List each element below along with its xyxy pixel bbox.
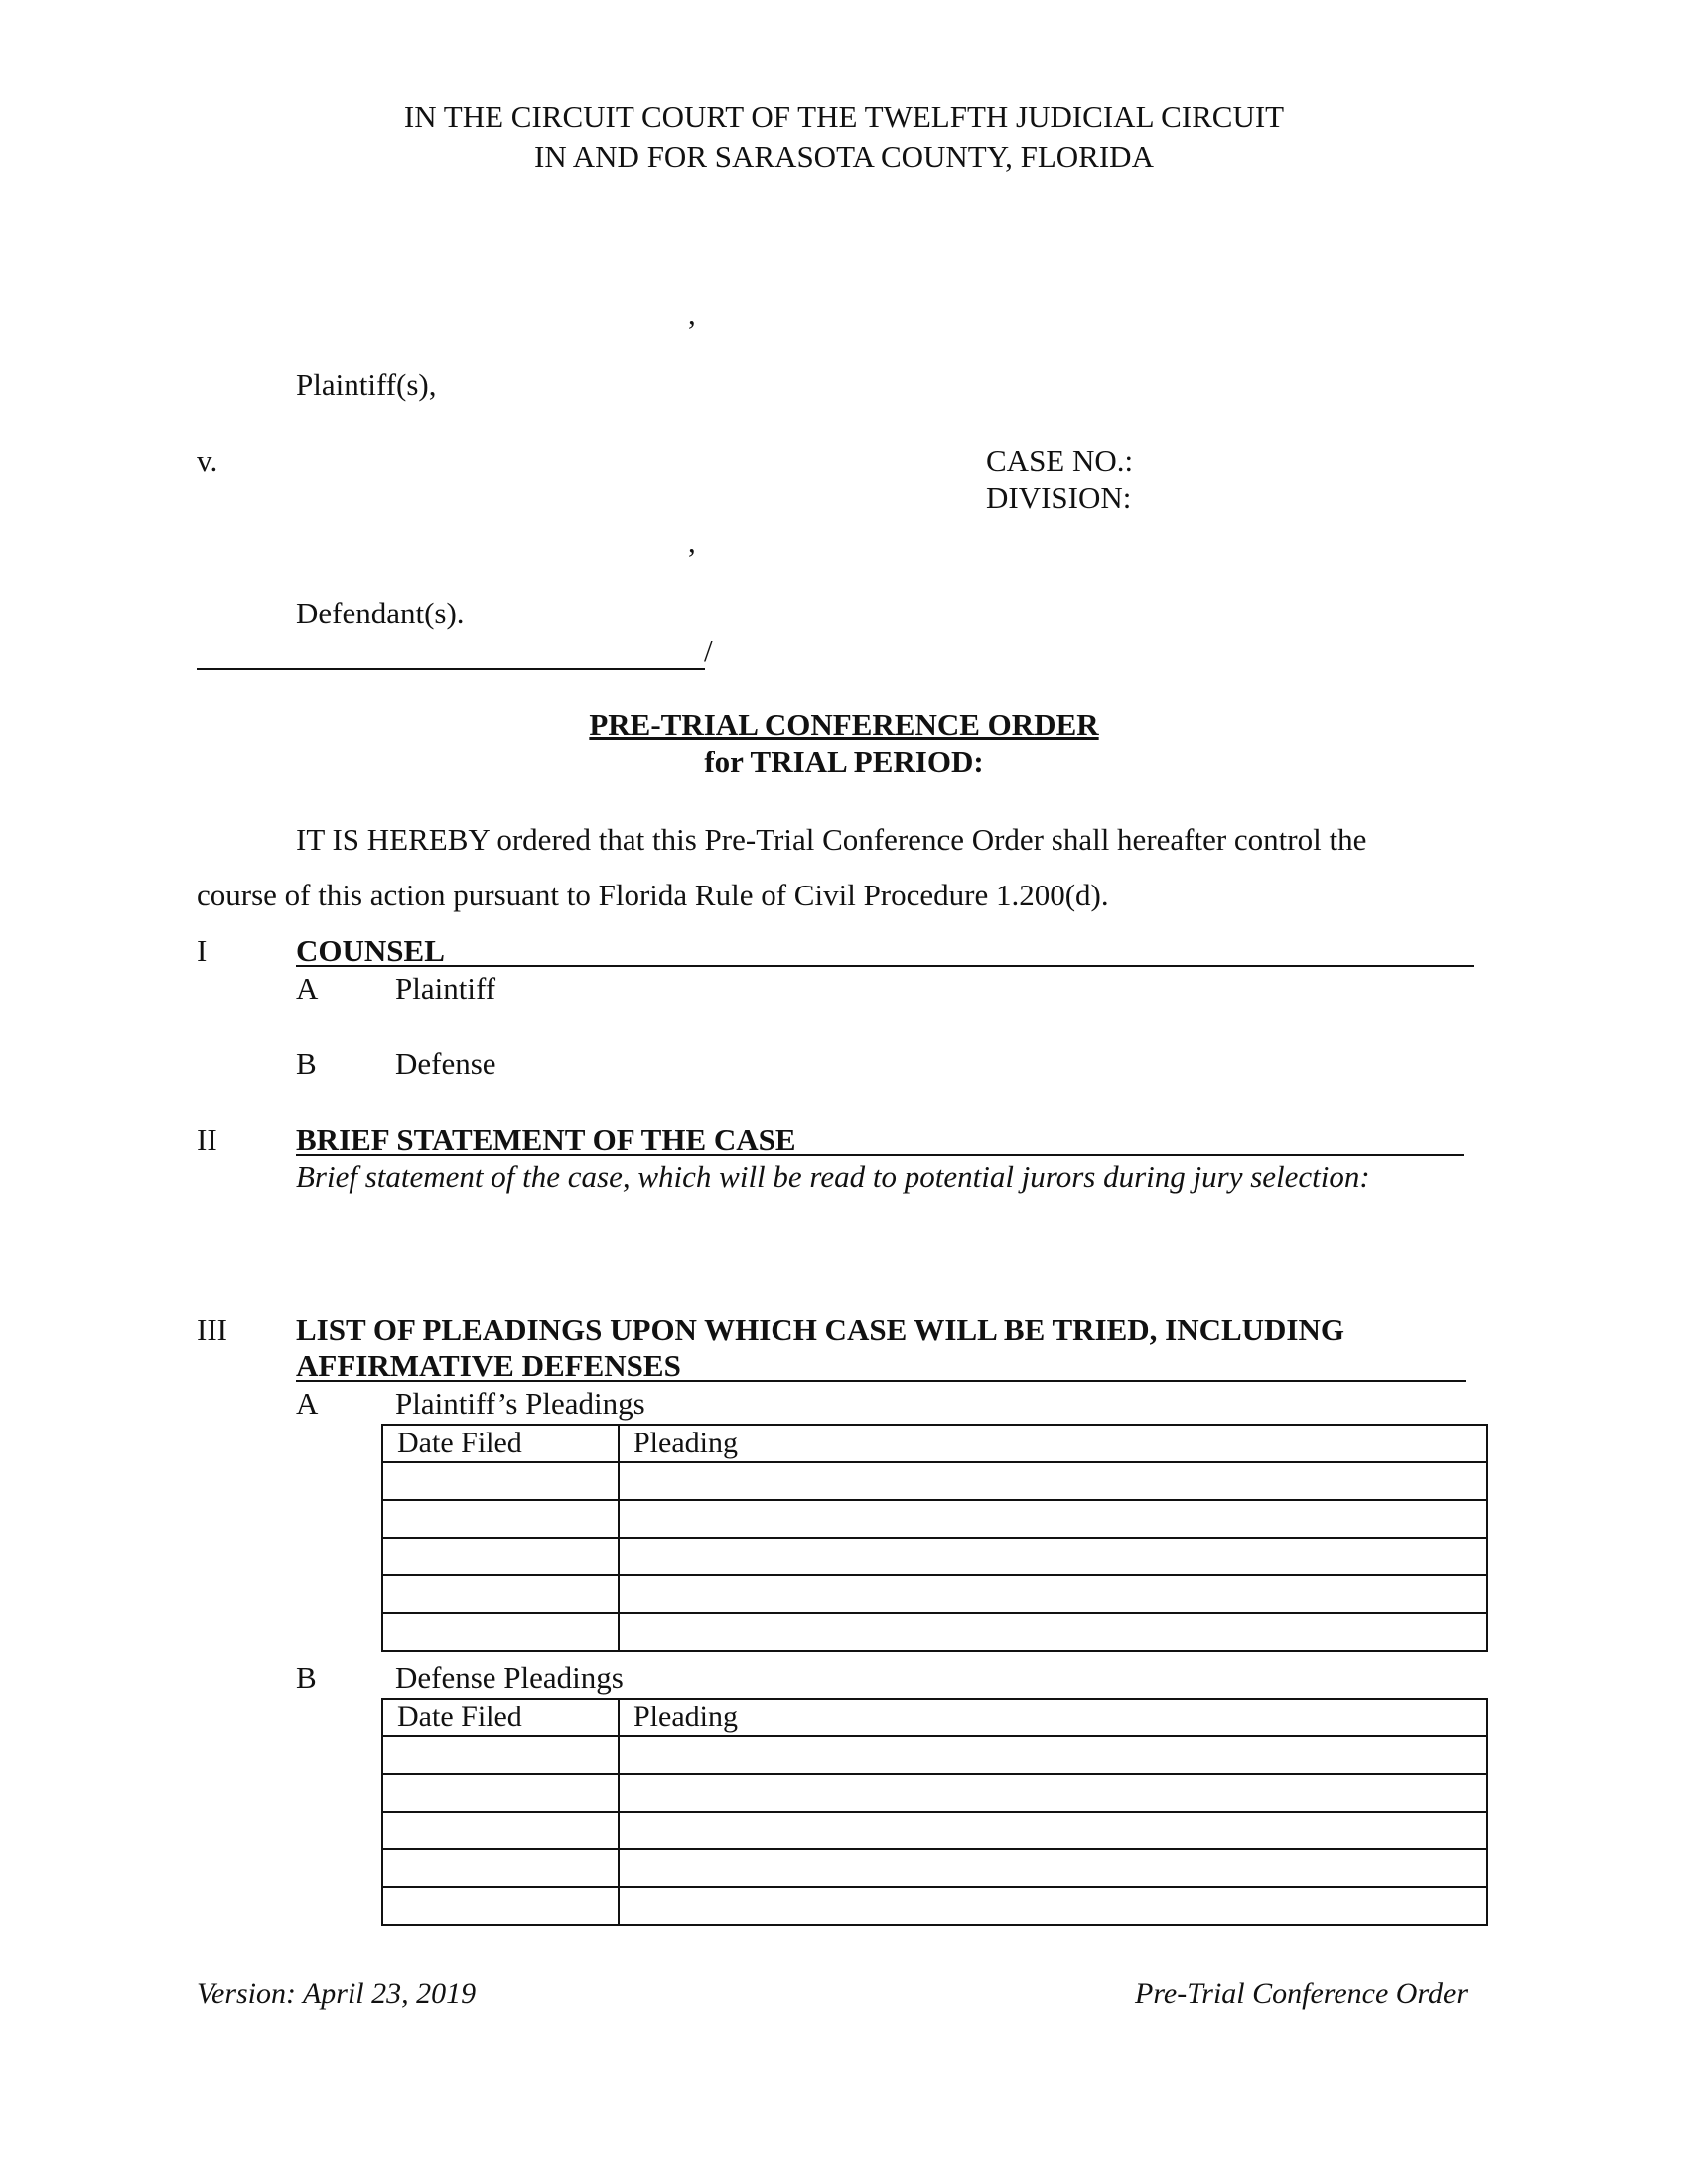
date-filed-cell[interactable] bbox=[382, 1613, 619, 1651]
caption-slash: / bbox=[704, 633, 713, 668]
pleading-cell[interactable] bbox=[619, 1736, 1487, 1774]
section-i-numeral: I bbox=[197, 933, 208, 968]
section-i-rule bbox=[296, 965, 1474, 967]
date-filed-cell[interactable] bbox=[382, 1575, 619, 1613]
pleading-cell[interactable] bbox=[619, 1849, 1487, 1887]
header-pleading: Pleading bbox=[619, 1699, 1487, 1736]
header-pleading: Pleading bbox=[619, 1425, 1487, 1462]
table-row bbox=[382, 1500, 1487, 1538]
footer-document-name: Pre-Trial Conference Order bbox=[1135, 1978, 1468, 2010]
section-iii-rule bbox=[296, 1380, 1466, 1382]
plaintiff-comma: , bbox=[688, 296, 696, 331]
caption-signature-line bbox=[197, 668, 705, 670]
pleading-cell[interactable] bbox=[619, 1538, 1487, 1575]
table-row bbox=[382, 1538, 1487, 1575]
plaintiff-pleadings-table bbox=[381, 1424, 1488, 1652]
pleading-cell[interactable] bbox=[619, 1774, 1487, 1812]
order-title: PRE-TRIAL CONFERENCE ORDER bbox=[589, 707, 1099, 742]
date-filed-cell[interactable] bbox=[382, 1849, 619, 1887]
pleading-cell[interactable] bbox=[619, 1575, 1487, 1613]
pleading-cell[interactable] bbox=[619, 1462, 1487, 1500]
section-iii-heading-line2: AFFIRMATIVE DEFENSES bbox=[296, 1348, 681, 1383]
intro-line2: course of this action pursuant to Florida Rule of Civil Procedure 1.200(d). bbox=[197, 878, 1109, 912]
defendant-comma: , bbox=[688, 524, 696, 559]
defendant-label: Defendant(s). bbox=[296, 596, 465, 630]
section-ii-rule bbox=[296, 1154, 1464, 1156]
date-filed-cell[interactable] bbox=[382, 1887, 619, 1925]
court-name-line1: IN THE CIRCUIT COURT OF THE TWELFTH JUDICIAL CIRCUIT bbox=[403, 99, 1285, 134]
date-filed-cell[interactable] bbox=[382, 1500, 619, 1538]
counsel-a-letter: A bbox=[296, 971, 319, 1006]
plaintiff-label: Plaintiff(s), bbox=[296, 367, 437, 402]
counsel-b-letter: B bbox=[296, 1046, 317, 1081]
counsel-plaintiff-label: Plaintiff bbox=[395, 971, 496, 1006]
table-row bbox=[382, 1812, 1487, 1849]
section-ii-heading: BRIEF STATEMENT OF THE CASE bbox=[296, 1122, 796, 1157]
pleading-cell[interactable] bbox=[619, 1613, 1487, 1651]
table-row bbox=[382, 1462, 1487, 1500]
table-row bbox=[382, 1613, 1487, 1651]
date-filed-cell[interactable] bbox=[382, 1774, 619, 1812]
table-row bbox=[382, 1575, 1487, 1613]
table-row bbox=[382, 1736, 1487, 1774]
header-date-filed: Date Filed bbox=[382, 1699, 619, 1736]
section-ii-numeral: II bbox=[197, 1122, 217, 1157]
table-header-row bbox=[382, 1425, 1487, 1462]
pleading-cell[interactable] bbox=[619, 1500, 1487, 1538]
pleadings-b-letter: B bbox=[296, 1660, 317, 1695]
table-row bbox=[382, 1887, 1487, 1925]
order-subtitle: for TRIAL PERIOD: bbox=[704, 745, 984, 779]
pleading-cell[interactable] bbox=[619, 1887, 1487, 1925]
counsel-defense-label: Defense bbox=[395, 1046, 496, 1081]
footer-version: Version: April 23, 2019 bbox=[197, 1978, 477, 2010]
pleadings-a-letter: A bbox=[296, 1386, 319, 1421]
intro-line1: IT IS HEREBY ordered that this Pre-Trial Conference Order shall hereafter control the bbox=[296, 822, 1367, 857]
table-row bbox=[382, 1849, 1487, 1887]
section-iii-heading-line1: LIST OF PLEADINGS UPON WHICH CASE WILL BE TRIED, INCLUDING bbox=[296, 1312, 1344, 1347]
date-filed-cell[interactable] bbox=[382, 1462, 619, 1500]
defense-pleadings-table bbox=[381, 1698, 1488, 1926]
pleading-cell[interactable] bbox=[619, 1812, 1487, 1849]
case-no-label: CASE NO.: bbox=[986, 443, 1134, 478]
header-date-filed: Date Filed bbox=[382, 1425, 619, 1462]
date-filed-cell[interactable] bbox=[382, 1812, 619, 1849]
plaintiff-pleadings-label: Plaintiff’s Pleadings bbox=[395, 1386, 645, 1421]
division-label: DIVISION: bbox=[986, 480, 1132, 515]
court-name-line2: IN AND FOR SARASOTA COUNTY, FLORIDA bbox=[534, 139, 1154, 174]
table-row bbox=[382, 1774, 1487, 1812]
brief-statement-instruction: Brief statement of the case, which will be read to potential jurors during jury selection: bbox=[296, 1160, 1370, 1194]
section-i-heading: COUNSEL bbox=[296, 933, 445, 968]
table-header-row bbox=[382, 1699, 1487, 1736]
date-filed-cell[interactable] bbox=[382, 1538, 619, 1575]
defense-pleadings-label: Defense Pleadings bbox=[395, 1660, 624, 1695]
versus: v. bbox=[197, 443, 218, 478]
section-iii-numeral: III bbox=[197, 1312, 227, 1347]
date-filed-cell[interactable] bbox=[382, 1736, 619, 1774]
